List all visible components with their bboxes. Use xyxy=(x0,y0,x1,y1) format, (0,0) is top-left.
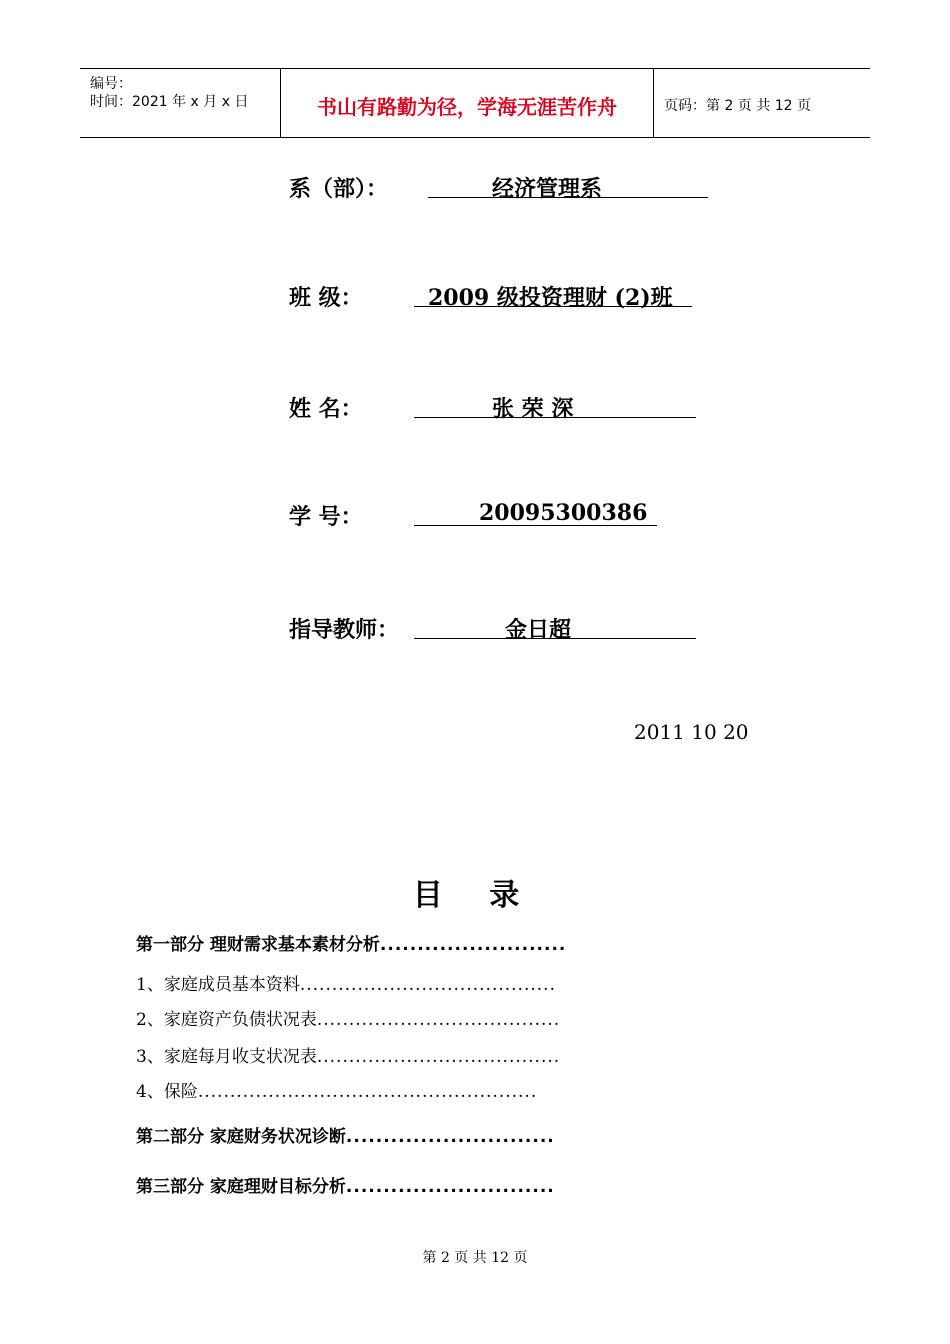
number-label: 编号： xyxy=(90,76,132,92)
toc-leader-dots: ...................................... xyxy=(316,1010,561,1030)
page-info: 页码：第 2 页 共 12 页 xyxy=(664,98,811,114)
student-id-value: 20095300386 xyxy=(479,500,648,526)
toc-leader-dots: ..................................................... xyxy=(197,1082,538,1102)
toc-item-4[interactable] xyxy=(136,1077,537,1102)
toc-item-label: 1、家庭成员基本资料 xyxy=(136,975,300,995)
toc-leader-dots: ............................ xyxy=(345,1177,555,1197)
toc-leader-dots: ...................................... xyxy=(316,1047,561,1067)
header-motto-cell xyxy=(281,69,654,137)
toc-leader-dots: ............................ xyxy=(345,1127,555,1147)
time-label: 时间：2021 年 x 月 x 日 xyxy=(90,94,249,110)
toc-part-1-label: 第一部分 理财需求基本素材分析 xyxy=(136,935,380,955)
toc-item-2[interactable] xyxy=(136,1005,560,1030)
class-label: 班 级： xyxy=(289,286,363,311)
toc-part-1[interactable] xyxy=(136,930,566,955)
toc-part-3[interactable] xyxy=(136,1172,555,1197)
page-footer: 第 2 页 共 12 页 xyxy=(422,1250,528,1266)
student-id-label: 学 号： xyxy=(289,505,363,530)
department-value: 经济管理系 xyxy=(492,177,603,202)
name-value: 张 荣 深 xyxy=(492,397,574,422)
toc-leader-dots: ........................................ xyxy=(299,975,556,995)
name-label: 姓 名： xyxy=(289,397,363,422)
document-header xyxy=(80,68,870,138)
toc-part-2-label: 第二部分 家庭财务状况诊断 xyxy=(136,1127,346,1147)
toc-part-3-label: 第三部分 家庭理财目标分析 xyxy=(136,1177,346,1197)
toc-item-1[interactable] xyxy=(136,970,556,995)
header-page-cell xyxy=(654,69,870,137)
department-label: 系（部）： xyxy=(289,177,389,202)
advisor-label: 指导教师： xyxy=(289,618,400,643)
header-meta-cell xyxy=(80,69,281,137)
toc-part-2[interactable] xyxy=(136,1122,555,1147)
toc-item-label: 3、家庭每月收支状况表 xyxy=(136,1047,317,1067)
toc-item-label: 4、保险 xyxy=(136,1082,198,1102)
motto: 书山有路勤为径，学海无涯苦作舟 xyxy=(317,95,617,119)
cover-date: 2011 10 20 xyxy=(634,720,749,744)
toc-leader-dots: ......................... xyxy=(379,935,567,955)
class-value: 2009 级投资理财 (2)班 xyxy=(428,285,673,311)
toc-item-3[interactable] xyxy=(136,1042,560,1067)
toc-title: 目 录 xyxy=(412,878,538,913)
toc-item-label: 2、家庭资产负债状况表 xyxy=(136,1010,317,1030)
advisor-value: 金日超 xyxy=(505,618,572,643)
